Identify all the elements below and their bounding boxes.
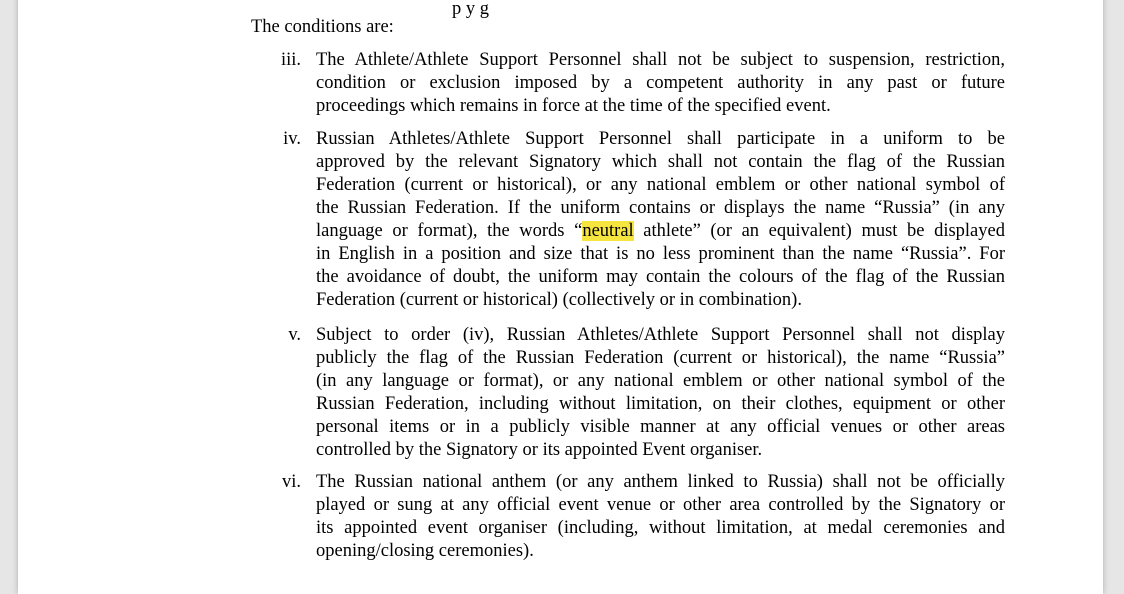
text-line: Russian Athletes/Athlete Support Personnel shall participate in a uniform to be — [316, 129, 1005, 149]
text-line: (in any language or format), or any national emblem or other national symbol of the — [316, 371, 1005, 391]
line-end: athlete” (or an equivalent) must be displayed — [633, 221, 1005, 241]
text-line: opening/closing ceremonies). — [316, 541, 534, 561]
line-start: language or format), the words “ — [316, 221, 583, 241]
highlighted-word: neutral — [582, 221, 634, 241]
item-number: iii. — [280, 50, 301, 70]
text-line: played or sung at any official event venue or other area controlled by the Signatory or — [316, 495, 1005, 515]
conditions-intro: The conditions are: — [251, 17, 394, 37]
text-line: The Russian national anthem (or any anthem linked to Russia) shall not be officially — [316, 472, 1005, 492]
text-line: its appointed event organiser (including, without limitation, at medal ceremonies and — [316, 518, 1005, 538]
text-line: the Russian Federation. If the uniform contains or displays the name “Russia” (in any — [316, 198, 1005, 218]
item-text — [316, 128, 1005, 312]
text-line: The Athlete/Athlete Support Personnel shall not be subject to suspension, restriction, — [316, 50, 1005, 70]
text-line: Federation (current or historical) (collectively or in combination). — [316, 290, 802, 310]
item-text — [316, 471, 1005, 563]
text-line: proceedings which remains in force at the time of the specified event. — [316, 96, 831, 116]
text-line: approved by the relevant Signatory which shall not contain the flag of the Russian — [316, 152, 1005, 172]
item-number: iv. — [283, 129, 301, 149]
text-line: controlled by the Signatory or its appointed Event organiser. — [316, 440, 763, 460]
text-line: the avoidance of doubt, the uniform may contain the colours of the flag of the Russian — [316, 267, 1005, 287]
item-text — [316, 49, 1005, 118]
item-number: v. — [288, 325, 301, 345]
cropped-text-fragment — [452, 0, 632, 6]
text-line: Federation (current or historical), or any national emblem or other national symbol of — [316, 175, 1005, 195]
text-line: Russian Federation, including without limitation, on their clothes, equipment or other — [316, 394, 1005, 414]
item-text — [316, 324, 1005, 462]
item-number: vi. — [281, 472, 301, 492]
text-line: condition or exclusion imposed by a competent authority in any past or future — [316, 73, 1005, 93]
text-line-with-highlight — [316, 220, 1005, 243]
text-line: Subject to order (iv), Russian Athletes/Athlete Support Personnel shall not display — [316, 325, 1005, 345]
text-line: personal items or in a publicly visible manner at any official venues or other areas — [316, 417, 1005, 437]
text-line: publicly the flag of the Russian Federation (current or historical), the name “Russia” — [316, 348, 1005, 368]
text-line: in English in a position and size that is no less prominent than the name “Russia”. For — [316, 244, 1005, 264]
